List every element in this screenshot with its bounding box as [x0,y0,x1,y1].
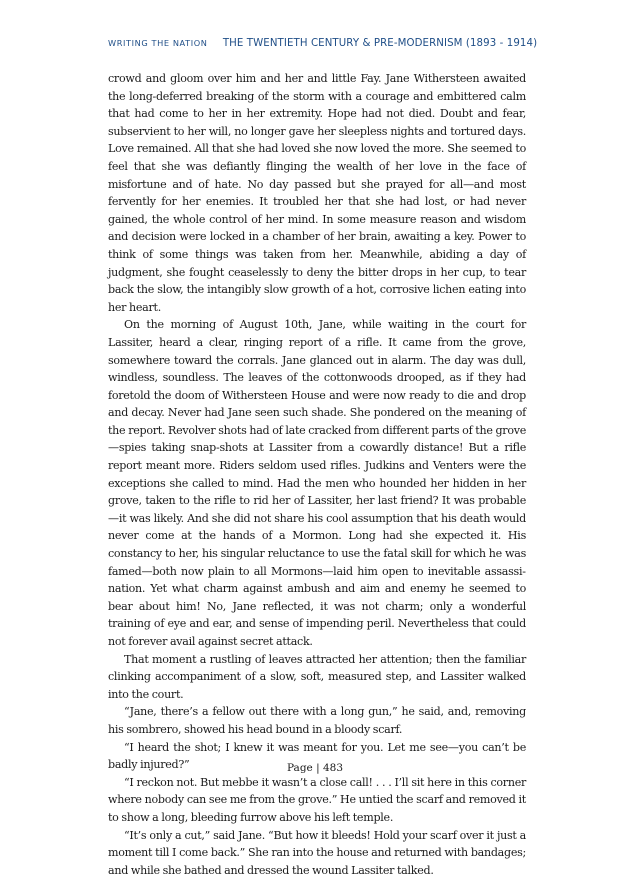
paragraph: “I heard the shot; I knew it was meant for you. Let me see—you can’t be badly injured?” [108,740,526,772]
header-section-title: THE TWENTIETH CENTURY & PRE-MODERNISM (1893 - 1914) [222,38,538,49]
body-text [108,70,526,879]
paragraph: “It’s only a cut,” said Jane. “But how it bleeds! Hold your scarf over it just a moment till I come back.” She ran into the house and returned with bandages; and while she bathed and dressed the wound Lassiter talked. [108,828,526,877]
paragraph: That moment a rustling of leaves attracted her attention; then the familiar clinking accompaniment of a slow, soft, measured step, and Lassiter walked into the court. [108,652,526,701]
page-number: Page | 483 [286,762,344,774]
paragraph: “I reckon not. But mebbe it wasn’t a close call! . . . I’ll sit here in this corner where nobody can see me from the grove.” He untied the scarf and removed it to show a long, bleeding furrow above his left temple. [108,775,526,824]
header-book-title: WRITING THE NATION [108,38,208,48]
running-header [108,38,538,49]
paragraph: On the morning of August 10th, Jane, while waiting in the court for Lassiter, heard a clear, ringing report of a rifle. It came from the grove, somewhere toward the corrals. Jane glanced out in alarm. The day was dull, windless, soundless. The leaves of the cottonwoods drooped, as if they had foretold the doom of Withersteen House and were now ready to die and drop and decay. Never had Jane seen such shade. She pondered on the meaning of the report. Revolver shots had of late cracked from different parts of the grove—spies taking snap-shots at Lassiter from a cowardly distance! But a rifle report meant more. Riders seldom used rifles. Judkins and Venters were the exceptions she called to mind. Had the men who hounded her hidden in her grove, taken to the rifle to rid her of Lassiter, her last friend? It was probable—it was likely. And she did not share his cool assumption that his death would never come at the hands of a Mormon. Long had she expected it. His constancy to her, his singular reluctance to use the fatal skill for which he was famed—both now plain to all Mormons—laid him open to inevitable assassination. Yet what charm against ambush and aim and enemy he seemed to bear about him! No, Jane reflected, it was not charm; only a wonderful training of eye and ear, and sense of impending peril. Nevertheless that could not forever avail against secret attack. [108,318,526,648]
paragraph: crowd and gloom over him and her and little Fay. Jane Withersteen awaited the long-deferred breaking of the storm with a courage and embittered calm that had come to her in her extremity. Hope had not died. Doubt and fear, subservient to her will, no longer gave her sleepless nights and tortured days. Love remained. All that she had loved she now loved the more. She seemed to feel that she was defiantly flinging the wealth of her love in the face of misfortune and of hate. No day passed but she prayed for all—and most fervently for her enemies. It troubled her that she had lost, or had never gained, the whole control of her mind. In some measure reason and wisdom and decision were locked in a chamber of her brain, awaiting a key. Power to think of some things was taken from her. Meanwhile, abiding a day of judgment, she fought ceaselessly to deny the bitter drops in her cup, to tear back the slow, the intangibly slow growth of a hot, corrosive lichen eating into her heart. [108,72,526,314]
paragraph: “Jane, there’s a fellow out there with a long gun,” he said, and, removing his sombrero, showed his head bound in a bloody scarf. [108,705,526,736]
